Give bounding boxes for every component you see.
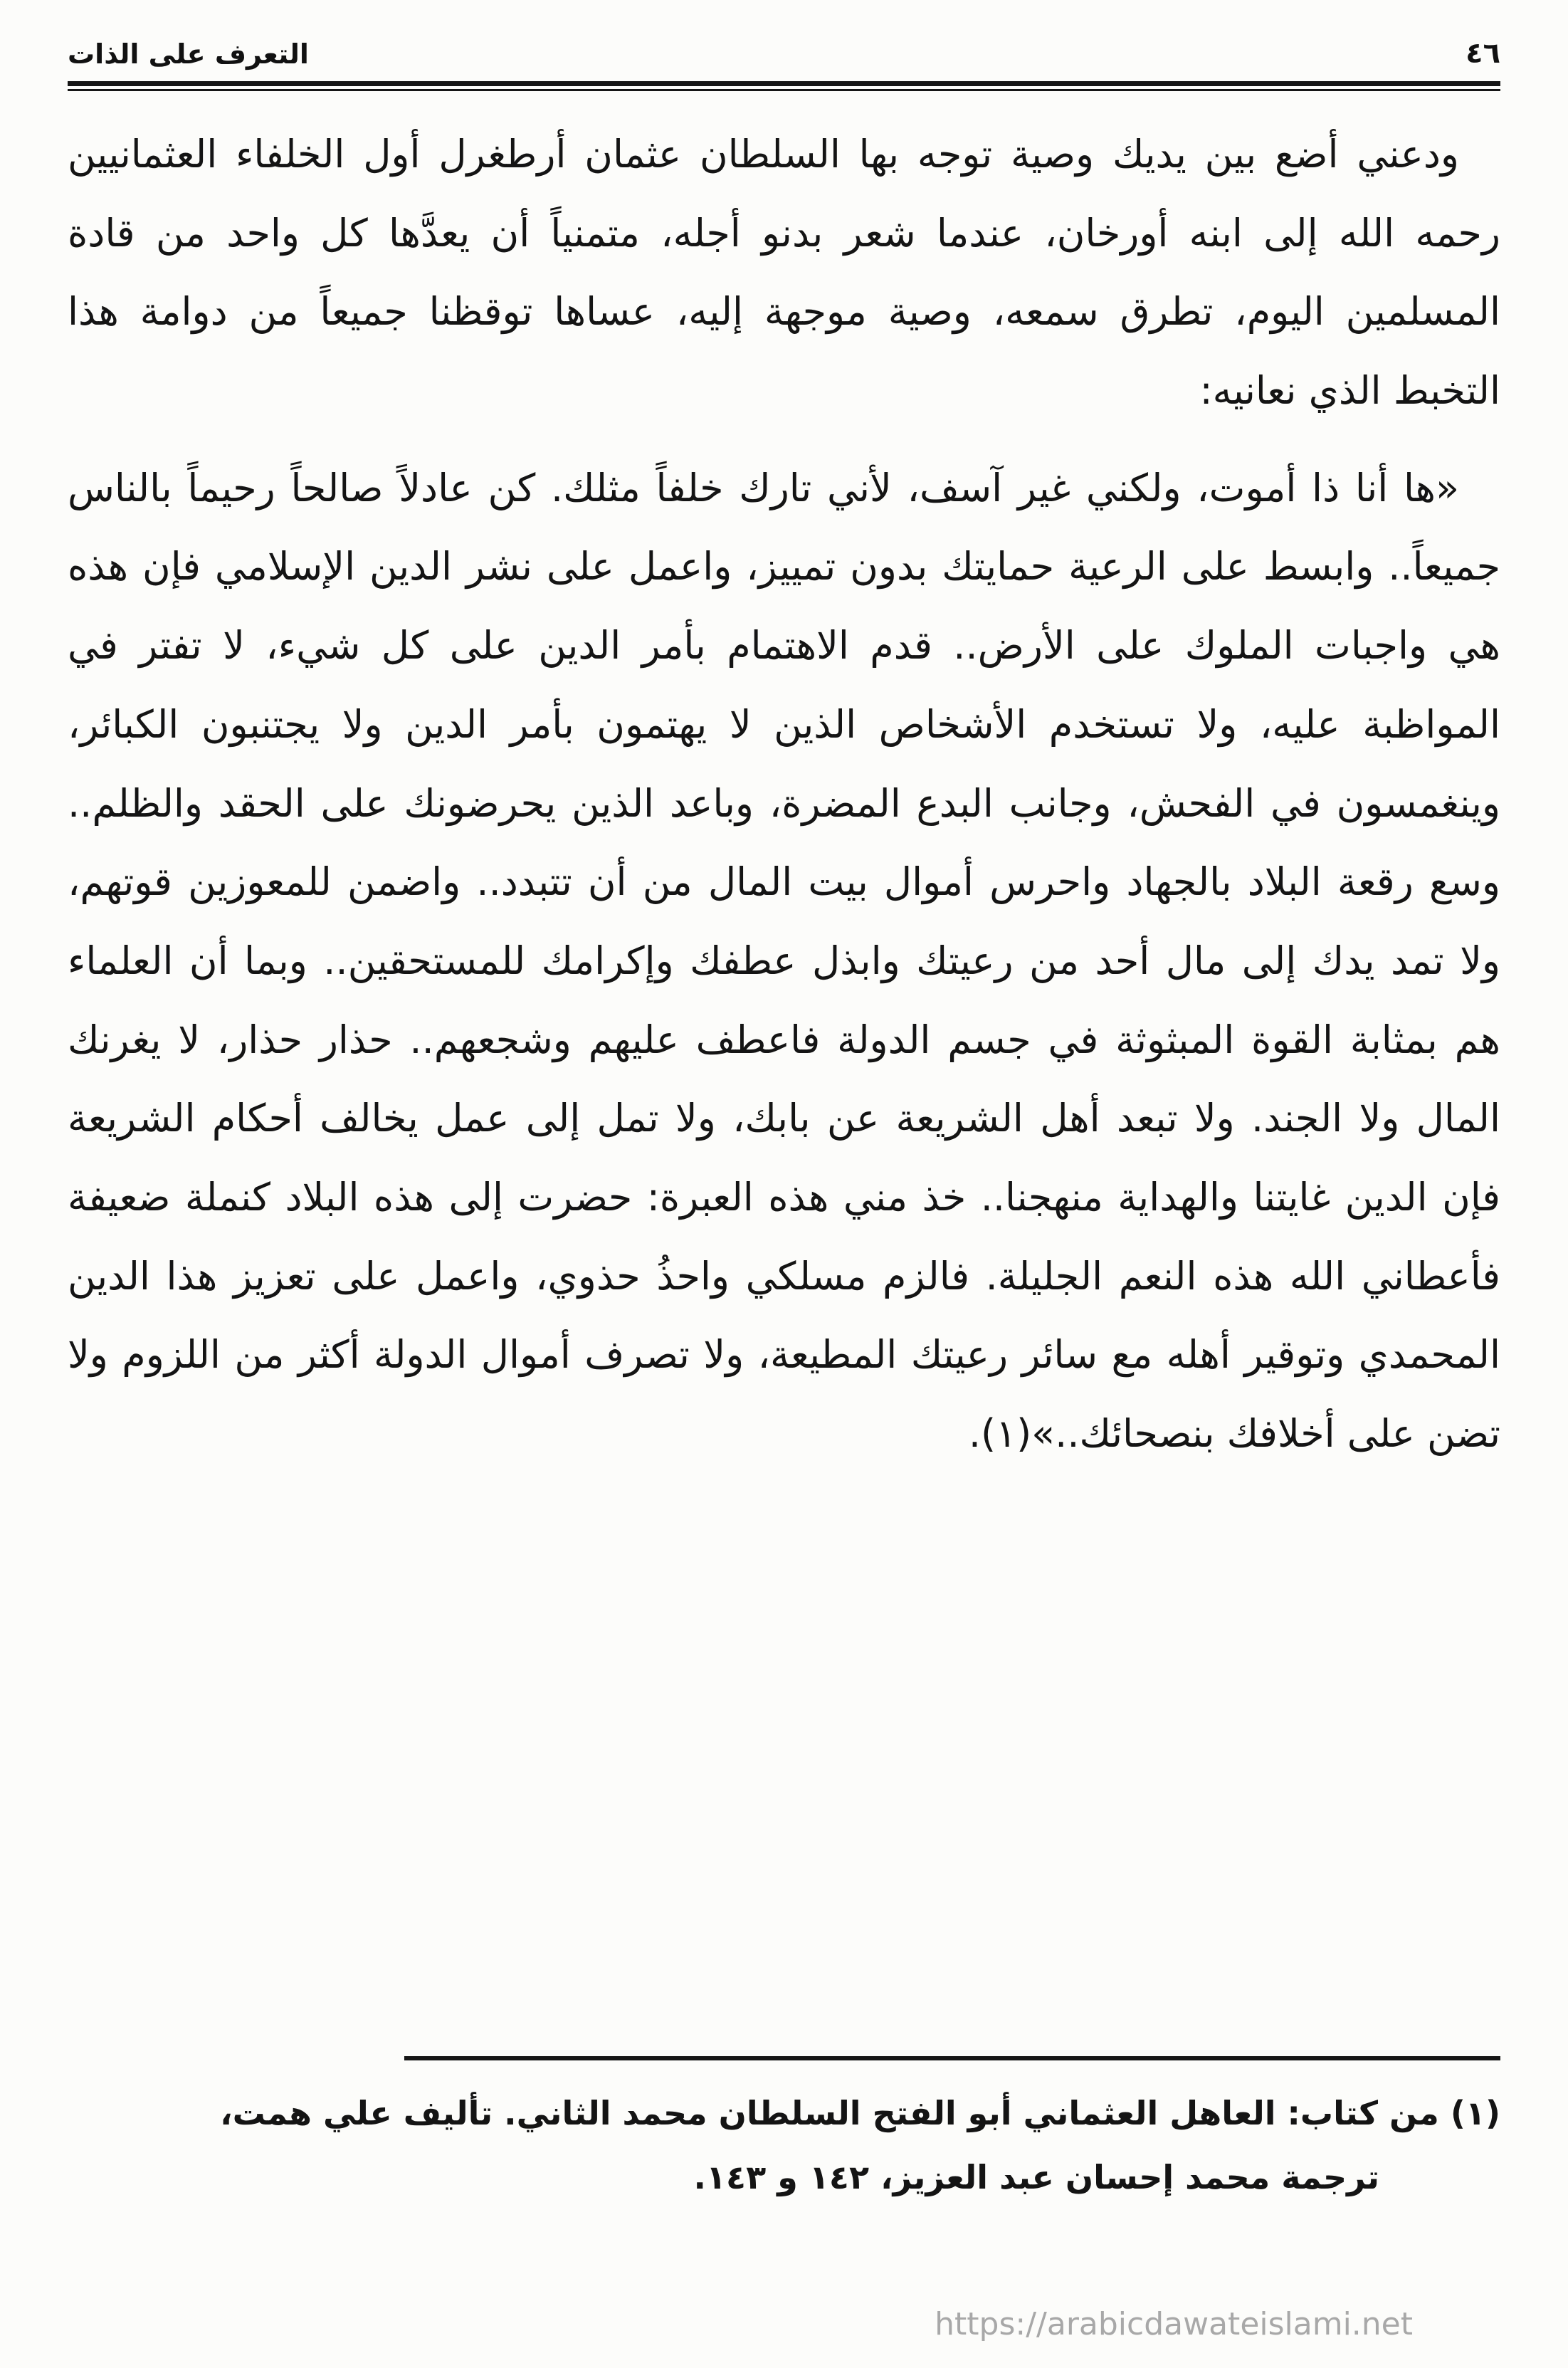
running-title: التعرف على الذات	[68, 38, 309, 70]
body-paragraph-testament: «ها أنا ذا أموت، ولكني غير آسف، لأني تارك خلفاً مثلك. كن عادلاً صالحاً رحيماً بالناس جميعاً.. وابسط على الرعية حمايتك بدون تمييز، واعمل على نشر الدين الإسلامي فإن هذه هي واجبات الملوك على الأرض.. قدم الاهتمام بأمر الدين على كل شيء، لا تفتر في المواظبة عليه، ولا تستخدم الأشخاص الذين لا يهتمون بأمر الدين ولا يجتنبون الكبائر، وينغمسون في الفحش، وجانب البدع المضرة، وباعد الذين يحرضونك على الحقد والظلم.. وسع رقعة البلاد بالجهاد واحرس أموال بيت المال من أن تتبدد.. واضمن للمعوزين قوتهم، ولا تمد يدك إلى مال أحد من رعيتك وابذل عطفك وإكرامك للمستحقين.. وبما أن العلماء هم بمثابة القوة المبثوثة في جسم الدولة فاعطف عليهم وشجعهم.. حذار حذار، لا يغرنك المال ولا الجند. ولا تبعد أهل الشريعة عن بابك، ولا تمل إلى عمل يخالف أحكام الشريعة فإن الدين غايتنا والهداية منهجنا.. خذ مني هذه العبرة: حضرت إلى هذه البلاد كنملة ضعيفة فأعطاني الله هذه النعم الجليلة. فالزم مسلكي واحذُ حذوي، واعمل على تعزيز هذا الدين المحمدي وتوقير أهله مع سائر رعيتك المطيعة، ولا تصرف أموال الدولة أكثر من اللزوم ولا تضن على أخلافك بنصحائك..»(١).	[68, 465, 1500, 1456]
footnote-text	[68, 2082, 1500, 2209]
footnote-line: (١) من كتاب: العاهل العثماني أبو الفتح السلطان محمد الثاني. تأليف علي همت،	[220, 2094, 1500, 2132]
footnote-section	[68, 2056, 1500, 2209]
body-text	[68, 115, 1500, 1474]
footnote-line: ترجمة محمد إحسان عبد العزيز، ١٤٢ و ١٤٣.	[693, 2157, 1379, 2196]
watermark-link: https://arabicdawateislami.net	[935, 2306, 1413, 2342]
page-header	[68, 37, 1500, 70]
body-paragraph-intro: ودعني أضع بين يديك وصية توجه بها السلطان عثمان أرطغرل أول الخلفاء العثمانيين رحمه الله إلى ابنه أورخان، عندما شعر بدنو أجله، متمنياً أن يعدَّها كل واحد من قادة المسلمين اليوم، تطرق سمعه، وصية موجهة إليه، عساها توقظنا جميعاً من دوامة هذا التخبط الذي نعانيه:	[68, 132, 1500, 414]
page-content	[68, 37, 1500, 1474]
page-number: ٤٦	[1466, 37, 1500, 70]
header-rule	[68, 81, 1500, 91]
footnote-rule	[404, 2056, 1500, 2060]
